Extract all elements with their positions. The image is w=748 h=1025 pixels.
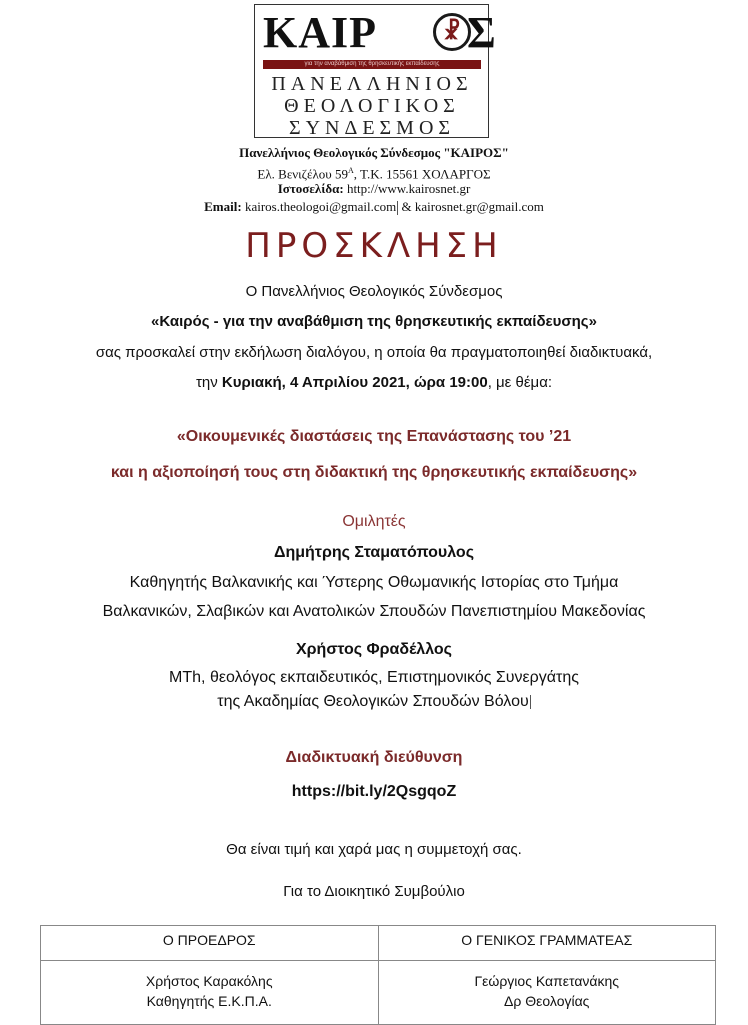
email-link-1[interactable]: kairos.theologoi@gmail.com	[241, 199, 397, 214]
website-link[interactable]: http://www.kairosnet.gr	[343, 181, 471, 196]
speaker-2-name: Χρήστος Φραδέλλος	[295, 641, 452, 658]
topic-line-1: «Οικουμενικές διαστάσεις της Επανάστασης του ’21	[176, 428, 572, 445]
logo-line-2: ΘΕΟΛΟΓΙΚΟΣ	[284, 95, 460, 117]
logo-line-3: ΣΥΝΔΕΣΜΟΣ	[288, 117, 456, 139]
intro-line-4	[0, 373, 748, 393]
org-website	[0, 181, 748, 197]
secretary-cell	[378, 961, 716, 1025]
logo-wordmark-last-letter: Σ	[467, 8, 496, 57]
website-label: Ιστοσελίδα:	[277, 181, 344, 196]
logo-line-1: ΠΑΝΕΛΛΗΝΙΟΣ	[271, 73, 473, 95]
speaker-1-role-1: Καθηγητής Βαλκανικής και Ύστερης Οθωμανικής Ιστορίας στο Τμήμα	[129, 574, 619, 591]
email-label: Email:	[204, 199, 242, 214]
chi-rho-emblem-icon	[433, 13, 471, 51]
speaker-2-role-2-text: της Ακαδημίας Θεολογικών Σπουδών Βόλου	[217, 693, 529, 710]
speaker-1-role-2: Βαλκανικών, Σλαβικών και Ανατολικών Σπουδών Πανεπιστημίου Μακεδονίας	[102, 603, 646, 620]
secretary-name: Γεώργιος Καπετανάκης	[474, 973, 620, 989]
logo-tagline-band: για την αναβάθμιση της θρησκευτικής εκπαίδευσης	[263, 60, 481, 69]
page-title: ΠΡΟΣΚΛΗΣΗ	[245, 226, 503, 266]
signatures-table	[40, 925, 716, 1025]
president-name: Χρήστος Καρακόλης	[145, 973, 273, 989]
address-street: Ελ. Βενιζέλου 59	[257, 166, 348, 182]
intro-line-2: «Καιρός - για την αναβάθμιση της θρησκευτικής εκπαίδευσης»	[151, 313, 597, 330]
event-url-link[interactable]: https://bit.ly/2QsgqoZ	[291, 783, 457, 800]
speaker-2-role-1: MTh, θεολόγος εκπαιδευτικός, Επιστημονικός Συνεργάτης	[169, 669, 579, 686]
logo-emblem-glyph: ☧	[443, 19, 461, 44]
speaker-1-name: Δημήτρης Σταματόπουλος	[273, 544, 475, 561]
topic-line-2: και η αξιοποίησή τους στη διδακτική της θρησκευτικής εκπαίδευσης»	[110, 464, 638, 481]
secretary-role: Δρ Θεολογίας	[504, 993, 590, 1009]
secretary-title: Ο ΓΕΝΙΚΟΣ ΓΡΑΜΜΑΤΕΑΣ	[378, 926, 716, 961]
org-address	[0, 163, 748, 182]
date-prefix: την	[195, 374, 222, 391]
speaker-2-role-2	[0, 692, 748, 712]
president-cell	[41, 961, 379, 1025]
address-sup: Α	[348, 166, 354, 175]
speakers-heading: Ομιλητές	[342, 513, 406, 530]
closing-line: Θα είναι τιμή και χαρά μας η συμμετοχή σας.	[226, 841, 522, 858]
date-suffix: , με θέμα:	[487, 374, 553, 391]
address-postcode: , Τ.Κ. 15561 ΧΟΛΑΡΓΟΣ	[353, 166, 491, 182]
signatures-name-row	[41, 961, 716, 1025]
signatures-header-row	[41, 926, 716, 961]
org-name: Πανελλήνιος Θεολογικός Σύνδεσμος "ΚΑΙΡΟΣ"	[239, 145, 509, 160]
org-email	[0, 199, 748, 215]
event-date: Κυριακή, 4 Απριλίου 2021, ώρα 19:00	[221, 374, 488, 391]
president-role: Καθηγητής Ε.Κ.Π.Α.	[146, 993, 272, 1009]
email-link-2[interactable]: & kairosnet.gr@gmail.com	[398, 199, 544, 214]
text-cursor-2	[530, 695, 531, 709]
logo-wordmark	[263, 9, 377, 57]
president-title: Ο ΠΡΟΕΔΡΟΣ	[41, 926, 379, 961]
intro-line-3: σας προσκαλεί στην εκδήλωση διαλόγου, η οποία θα πραγματοποιηθεί διαδικτυακά,	[95, 344, 653, 361]
board-line: Για το Διοικητικό Συμβούλιο	[283, 883, 465, 900]
logo-wordmark-text: ΚΑΙΡ	[263, 8, 377, 57]
kairos-logo	[254, 4, 496, 139]
link-heading: Διαδικτυακή διεύθυνση	[285, 749, 463, 766]
intro-line-1: Ο Πανελλήνιος Θεολογικός Σύνδεσμος	[245, 283, 503, 300]
